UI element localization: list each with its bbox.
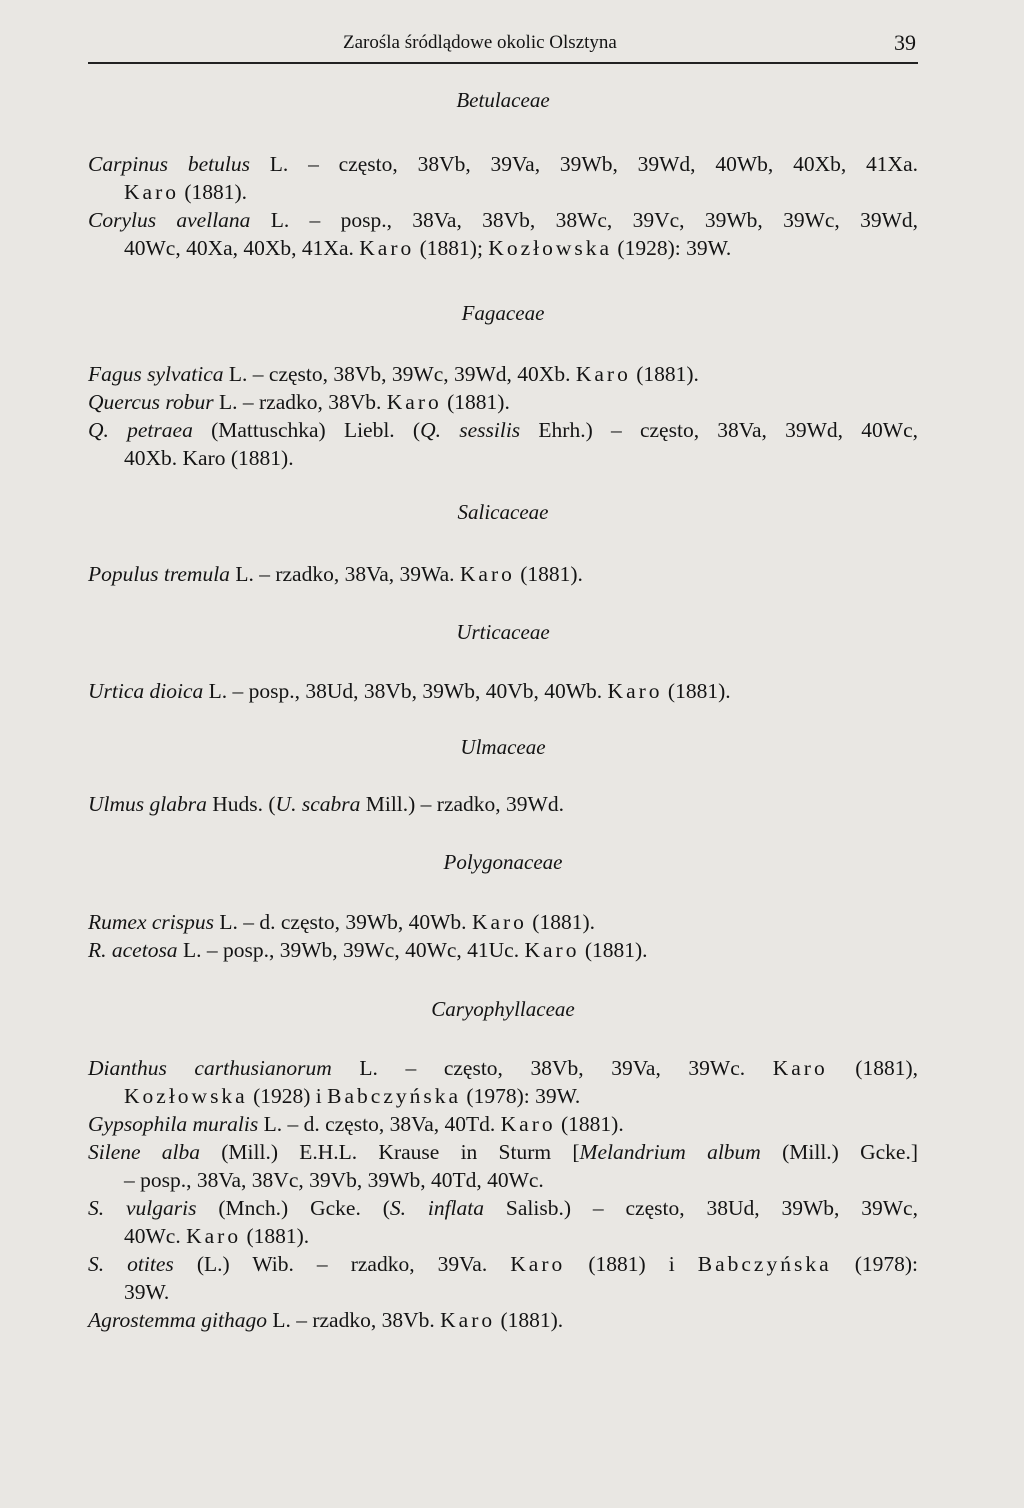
page-header <box>88 30 918 64</box>
author-kozlowska: Kozłowska <box>488 236 613 260</box>
entry-urtica-dioica: Urtica dioica L. – posp., 38Ud, 38Vb, 39Wb, 40Vb, 40Wb. Karo (1881). <box>88 679 731 703</box>
author-karo: Karo <box>500 1112 556 1136</box>
running-title: Zarośla śródlądowe okolic Olsztyna <box>343 32 617 53</box>
entry-ulmus-glabra: Ulmus glabra Huds. (U. scabra Mill.) – rzadko, 39Wd. <box>88 792 564 816</box>
author-karo: Karo <box>510 1252 566 1276</box>
species-name: Agrostemma githago <box>88 1308 267 1332</box>
entry-gypsophila-muralis: Gypsophila muralis L. – d. często, 38Va, 40Td. Karo (1881). <box>88 1112 624 1136</box>
species-name: Urtica dioica <box>88 679 204 703</box>
author-karo: Karo <box>772 1056 828 1080</box>
author-karo: Karo <box>359 236 415 260</box>
species-name: Carpinus betulus <box>88 152 250 176</box>
synonym-name: U. scabra <box>275 792 361 816</box>
author-karo: Karo <box>607 679 663 703</box>
entry-rumex-crispus: Rumex crispus L. – d. często, 39Wb, 40Wb. Karo (1881). <box>88 910 595 934</box>
entry-silene-vulgaris: S. vulgaris (Mnch.) Gcke. (S. inflata Salisb.) – często, 38Ud, 39Wb, 39Wc, 40Wc. Karo (1881). <box>88 1196 918 1248</box>
author-kozlowska: Kozłowska <box>124 1084 248 1108</box>
family-heading-caryophyllaceae: Caryophyllaceae <box>431 997 575 1021</box>
entry-fagus-sylvatica: Fagus sylvatica L. – często, 38Vb, 39Wc, 39Wd, 40Xb. Karo (1881). <box>88 362 699 386</box>
species-name: Corylus avellana <box>88 208 251 232</box>
entry-silene-otites: S. otites (L.) Wib. – rzadko, 39Va. Karo (1881) i Babczyńska (1978): 39W. <box>88 1252 918 1304</box>
author-karo: Karo <box>386 390 442 414</box>
family-heading-betulaceae: Betulaceae <box>456 88 550 112</box>
entry-carpinus-betulus: Carpinus betulus L. – często, 38Vb, 39Va, 39Wb, 39Wd, 40Wb, 40Xb, 41Xa. Karo (1881). <box>88 152 918 204</box>
entry-dianthus-carthusianorum: Dianthus carthusianorum L. – często, 38Vb, 39Va, 39Wc. Karo (1881), Kozłowska (1928) i Babczyńska (1978): 39W. <box>88 1056 919 1108</box>
author-babczynska: Babczyńska <box>697 1252 832 1276</box>
entry-silene-alba: Silene alba (Mill.) E.H.L. Krause in Sturm [Melandrium album (Mill.) Gcke.] – posp., 38Va, 38Vc, 39Vb, 39Wb, 40Td, 40Wc. <box>88 1140 918 1192</box>
entry-agrostemma-githago: Agrostemma githago L. – rzadko, 38Vb. Karo (1881). <box>88 1308 564 1332</box>
entry-rumex-acetosa: R. acetosa L. – posp., 39Wb, 39Wc, 40Wc, 41Uc. Karo (1881). <box>88 938 648 962</box>
species-name: Rumex crispus <box>88 910 214 934</box>
species-name: S. otites <box>88 1252 174 1276</box>
author-babczynska: Babczyńska <box>327 1084 462 1108</box>
family-heading-polygonaceae: Polygonaceae <box>443 850 563 874</box>
species-name: Populus tremula <box>88 562 230 586</box>
synonym-name: S. inflata <box>389 1196 485 1220</box>
author-karo: Karo <box>186 1224 242 1248</box>
family-heading-fagaceae: Fagaceae <box>461 301 545 325</box>
species-name: Dianthus carthusianorum <box>88 1056 332 1080</box>
entry-populus-tremula: Populus tremula L. – rzadko, 38Va, 39Wa. Karo (1881). <box>88 562 583 586</box>
author-karo: Karo <box>440 1308 496 1332</box>
family-heading-urticaceae: Urticaceae <box>456 620 550 644</box>
species-name: Gypsophila muralis <box>88 1112 259 1136</box>
species-name: Ulmus glabra <box>88 792 207 816</box>
species-name: Fagus sylvatica <box>88 362 224 386</box>
species-name: S. vulgaris <box>88 1196 197 1220</box>
family-heading-ulmaceae: Ulmaceae <box>460 735 546 759</box>
entry-quercus-robur: Quercus robur L. – rzadko, 38Vb. Karo (1881). <box>88 390 510 414</box>
author-karo: Karo <box>471 910 527 934</box>
species-name: R. acetosa <box>88 938 178 962</box>
author-karo: Karo <box>459 562 515 586</box>
species-name: Quercus robur <box>88 390 214 414</box>
synonym-name: Melandrium album <box>579 1140 761 1164</box>
author-karo: Karo <box>524 938 580 962</box>
author-karo: Karo <box>575 362 631 386</box>
entry-quercus-petraea: Q. petraea (Mattuschka) Liebl. (Q. sessilis Ehrh.) – często, 38Va, 39Wd, 40Wc, 40Xb. Karo (1881). <box>88 418 918 470</box>
species-name: Silene alba <box>88 1140 201 1164</box>
entry-corylus-avellana: Corylus avellana L. – posp., 38Va, 38Vb, 38Wc, 39Vc, 39Wb, 39Wc, 39Wd, 40Wc, 40Xa, 40Xb, 41Xa. Karo (1881); Kozłowska (1928): 39W. <box>88 208 919 260</box>
species-name: Q. petraea <box>88 418 193 442</box>
synonym-name: Q. sessilis <box>420 418 521 442</box>
page-number: 39 <box>894 30 916 55</box>
author-karo: Karo <box>124 180 179 204</box>
family-heading-salicaceae: Salicaceae <box>457 500 549 524</box>
